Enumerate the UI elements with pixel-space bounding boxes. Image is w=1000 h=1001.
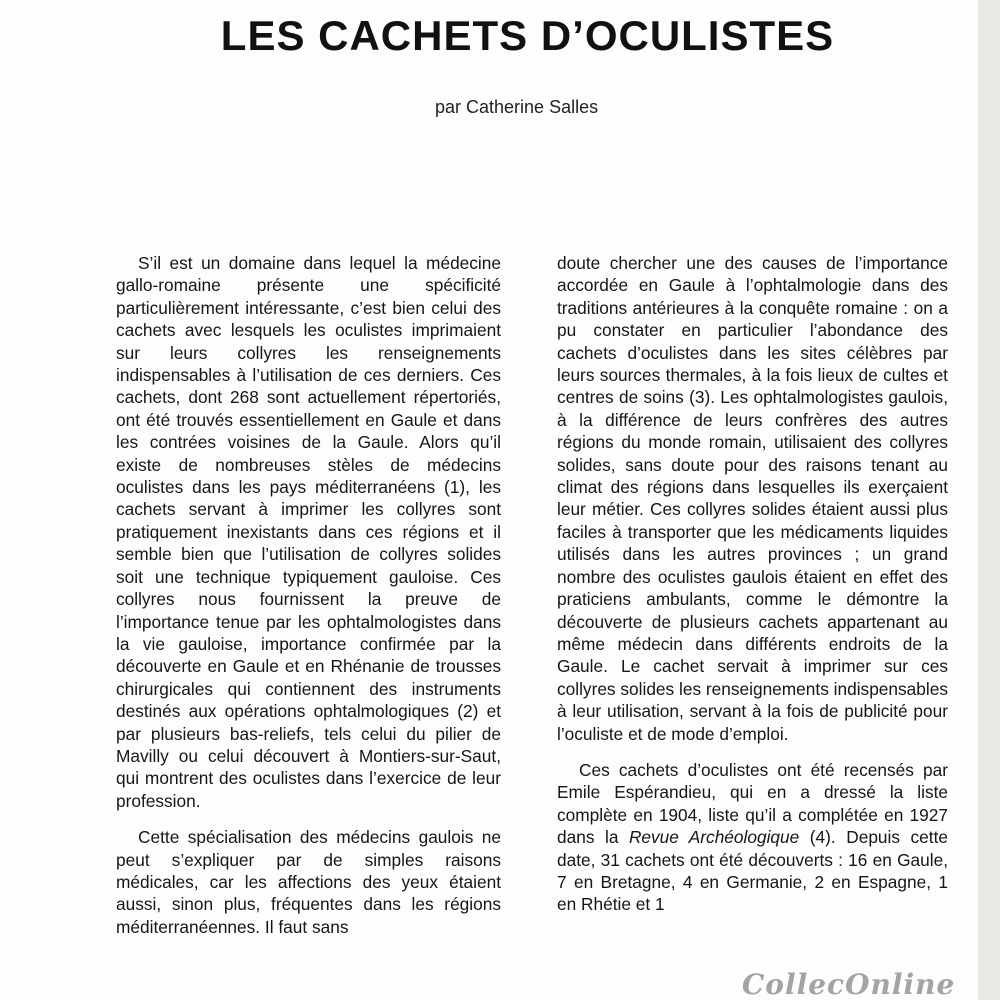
paragraph-3-text-b: (4). Depuis cette date, 31 cachets ont été découverts : 16 en Gaule, 7 en Bretagne, 4 en Germanie, 2 en Espagne, 1 en Rhétie et 1 (557, 827, 948, 915)
watermark-logo: CollecOnline (742, 968, 956, 1001)
page-edge-shadow (978, 0, 1000, 1000)
paragraph-3 (557, 759, 948, 916)
paragraph-2: Cette spécialisation des médecins gaulois ne peut s’expliquer par de simples raisons médicales, car les affections des yeux étaient aussi, sinon plus, fréquentes dans les régions méditerranéennes. Il faut sans (116, 827, 501, 937)
paragraph-3-text-a: Ces cachets d’oculistes ont été recensés par Emile Espérandieu, qui en a dressé la liste complète en 1904, liste qu’il a complétée en 1927 dans la (557, 759, 948, 848)
article-byline: par Catherine Salles (435, 97, 599, 117)
paragraph-1: S’il est un domaine dans lequel la médecine gallo-romaine présente une spécificité particulièrement intéressante, c’est bien celui des cachets avec lesquels les oculistes imprimaient sur leurs collyres les renseignements indispensables à l’utilisation de ces derniers. Ces cachets, dont 268 sont actuellement répertoriés, ont été trouvés essentiellement en Gaule et dans les contrées voisines de la Gaule. Alors qu’il existe de nombreuses stèles de médecins oculistes dans les pays méditerranéens (1), les cachets servant à imprimer les collyres sont pratiquement inexistants dans ces régions et il semble bien que l’utilisation de collyres solides soit une technique typiquement gauloise. Ces collyres nous fournissent la preuve de l’importance tenue par les ophtalmologistes dans la vie gauloise, importance confirmée par la découverte en Gaule et en Rhénanie de trousses chirurgicales qui contiennent des instruments destinés aux opérations ophtalmologiques (2) et par plusieurs bas-reliefs, tels celui du pilier de Mavilly ou celui découvert à Montiers-sur-Saut, qui montrent des oculistes dans l’exercice de leur profession. (116, 253, 501, 811)
paragraph-2-continued: doute chercher une des causes de l’importance accordée en Gaule à l’ophtalmologie dans des traditions antérieures à la conquête romaine : on a pu constater en particulier l’abondance des cachets d’oculistes dans les sites célèbres par leurs sources thermales, à la fois lieux de cultes et centres de soins (3). Les ophtalmologistes gaulois, à la différence de leurs confrères des autres régions du monde romain, utilisaient des collyres solides, sans doute pour des raisons tenant au climat des régions dans lesquelles ils exerçaient leur métier. Ces collyres solides étaient aussi plus faciles à transporter que les médicaments liquides utilisés dans les autres provinces ; un grand nombre des oculistes gaulois étaient en effet des praticiens ambulants, comme le démontre la découverte de plusieurs cachets appartenant au même médecin dans différents endroits de la Gaule. Le cachet servait à imprimer sur ces collyres solides les renseignements indispensables à leur utilisation, servant à la fois de publicité pour l’oculiste et de mode d’emploi. (557, 253, 948, 744)
right-column (557, 252, 948, 916)
article-title: LES CACHETS D’OCULISTES (220, 12, 835, 59)
left-column (116, 252, 501, 938)
journal-title: Revue Archéologique (628, 827, 800, 848)
